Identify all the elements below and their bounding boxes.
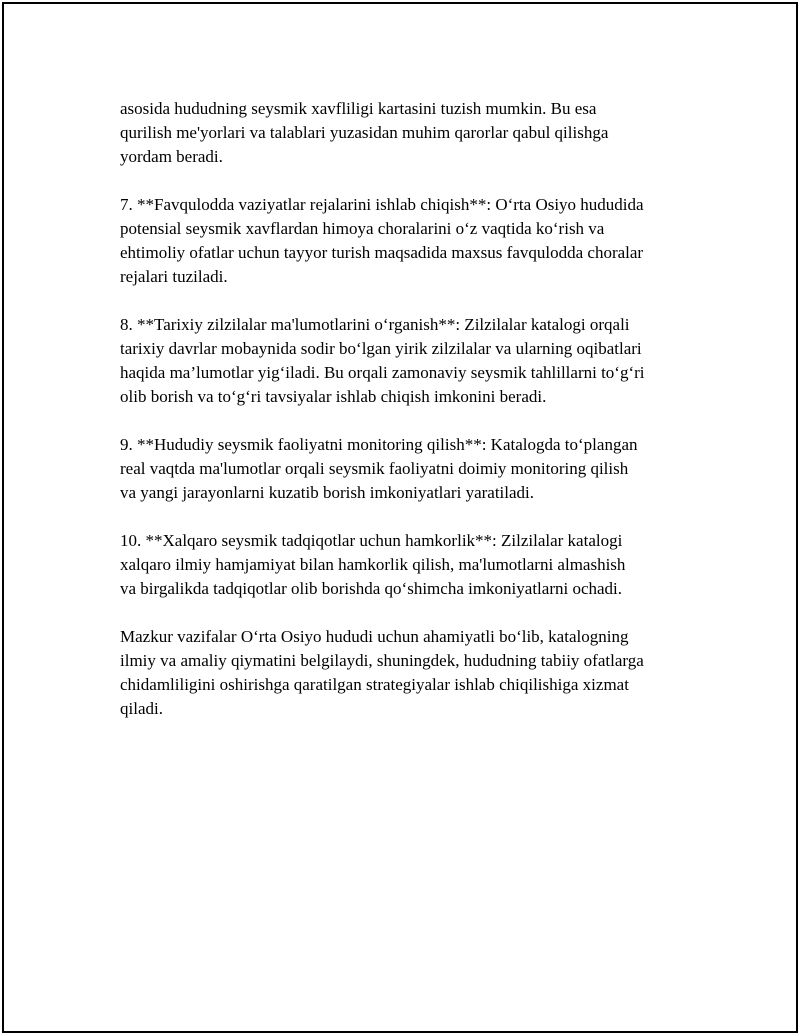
text-line: 10. **Xalqaro seysmik tadqiqotlar uchun hamkorlik**: Zilzilalar katalogi (120, 531, 623, 550)
paragraph-item-9 (120, 433, 700, 505)
paragraph-item-8 (120, 313, 700, 409)
document-body (120, 97, 700, 745)
text-line: Mazkur vazifalar O‘rta Osiyo hududi uchun ahamiyatli bo‘lib, katalogning (120, 627, 629, 646)
text-line: ilmiy va amaliy qiymatini belgilaydi, shuningdek, hududning tabiiy ofatlarga (120, 651, 644, 670)
text-line: rejalari tuziladi. (120, 267, 228, 286)
paragraph-conclusion (120, 625, 700, 721)
text-line: 8. **Tarixiy zilzilalar ma'lumotlarini o‘rganish**: Zilzilalar katalogi orqali (120, 315, 630, 334)
paragraph-hazard-map (120, 97, 700, 169)
text-line: yordam beradi. (120, 147, 223, 166)
text-line: va birgalikda tadqiqotlar olib borishda qo‘shimcha imkoniyatlarni ochadi. (120, 579, 623, 598)
text-line: chidamliligini oshirishga qaratilgan strategiyalar ishlab chiqilishiga xizmat (120, 675, 629, 694)
text-line: 9. **Hududiy seysmik faoliyatni monitoring qilish**: Katalogda to‘plangan (120, 435, 638, 454)
text-line: ehtimoliy ofatlar uchun tayyor turish maqsadida maxsus favqulodda choralar (120, 243, 644, 262)
text-line: olib borish va to‘g‘ri tavsiyalar ishlab chiqish imkonini beradi. (120, 387, 547, 406)
paragraph-item-10 (120, 529, 700, 601)
text-line: tarixiy davrlar mobaynida sodir bo‘lgan yirik zilzilalar va ularning oqibatlari (120, 339, 642, 358)
paragraph-item-7 (120, 193, 700, 289)
text-line: real vaqtda ma'lumotlar orqali seysmik faoliyatni doimiy monitoring qilish (120, 459, 629, 478)
document-page (2, 2, 798, 1033)
text-line: va yangi jarayonlarni kuzatib borish imkoniyatlari yaratiladi. (120, 483, 535, 502)
text-line: asosida hududning seysmik xavfliligi kartasini tuzish mumkin. Bu esa (120, 99, 597, 118)
text-line: haqida ma’lumotlar yig‘iladi. Bu orqali zamonaviy seysmik tahlillarni to‘g‘ri (120, 363, 645, 382)
text-line: potensial seysmik xavflardan himoya choralarini o‘z vaqtida ko‘rish va (120, 219, 605, 238)
text-line: xalqaro ilmiy hamjamiyat bilan hamkorlik qilish, ma'lumotlarni almashish (120, 555, 626, 574)
text-line: qiladi. (120, 699, 163, 718)
text-line: 7. **Favqulodda vaziyatlar rejalarini ishlab chiqish**: O‘rta Osiyo hududida (120, 195, 644, 214)
text-line: qurilish me'yorlari va talablari yuzasidan muhim qarorlar qabul qilishga (120, 123, 609, 142)
